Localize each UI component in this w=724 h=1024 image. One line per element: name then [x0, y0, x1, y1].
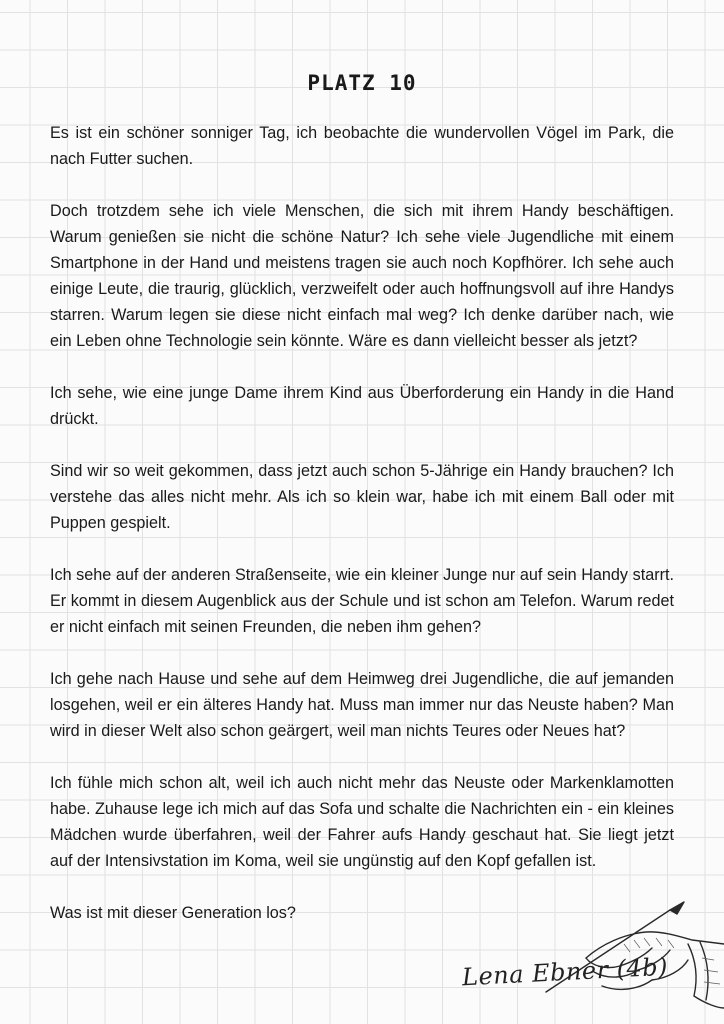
paragraph-3: Ich sehe, wie eine junge Dame ihrem Kind aus Überforderung ein Handy in die Hand drückt.	[50, 384, 674, 428]
paragraph-5: Ich sehe auf der anderen Straßenseite, wie ein kleiner Junge nur auf sein Handy starrt. Er kommt in diesem Augenblick aus der Schule und ist schon am Telefon. Warum redet er nicht einfach mit seinen Freunden, die neben ihm gehen?	[50, 566, 674, 636]
page-title: PLATZ 10	[307, 71, 417, 96]
essay-body	[50, 120, 674, 952]
paragraph-1: Es ist ein schöner sonniger Tag, ich beobachte die wundervollen Vögel im Park, die nach Futter suchen.	[50, 124, 674, 168]
paragraph-7: Ich fühle mich schon alt, weil ich auch nicht mehr das Neuste oder Markenklamotten habe. Zuhause lege ich mich auf das Sofa und schalte die Nachrichten ein - ein kleines Mädchen wurde überfahren, weil der Fahrer aufs Handy geschaut hat. Sie liegt jetzt auf der Intensivstation im Koma, weil sie ungünstig auf den Kopf gefallen ist.	[50, 774, 674, 870]
paragraph-4: Sind wir so weit gekommen, dass jetzt auch schon 5-Jährige ein Handy brauchen? Ich verstehe das alles nicht mehr. Als ich so klein war, habe ich mit einem Ball oder mit Puppen gespielt.	[50, 462, 674, 532]
paragraph-2: Doch trotzdem sehe ich viele Menschen, die sich mit ihrem Handy beschäftigen. Warum genießen sie nicht die schöne Natur? Ich sehe viele Jugendliche mit einem Smartphone in der Hand und meistens tragen sie auch noch Kopfhörer. Ich sehe auch einige Leute, die traurig, glücklich, verzweifelt oder auch hoffnungsvoll auf ihre Handys starren. Warum legen sie diese nicht einfach mal weg? Ich denke darüber nach, wie ein Leben ohne Technologie sein könnte. Wäre es dann vielleicht besser als jetzt?	[50, 202, 674, 350]
author-signature: Lena Ebner (4b)	[461, 952, 669, 992]
paragraph-6: Ich gehe nach Hause und sehe auf dem Heimweg drei Jugendliche, die auf jemanden losgehen, weil er ein älteres Handy hat. Muss man immer nur das Neuste haben? Man wird in dieser Welt also schon geärgert, weil man nichts Teures oder Neues hat?	[50, 670, 674, 740]
paragraph-8: Was ist mit dieser Generation los?	[50, 904, 296, 922]
